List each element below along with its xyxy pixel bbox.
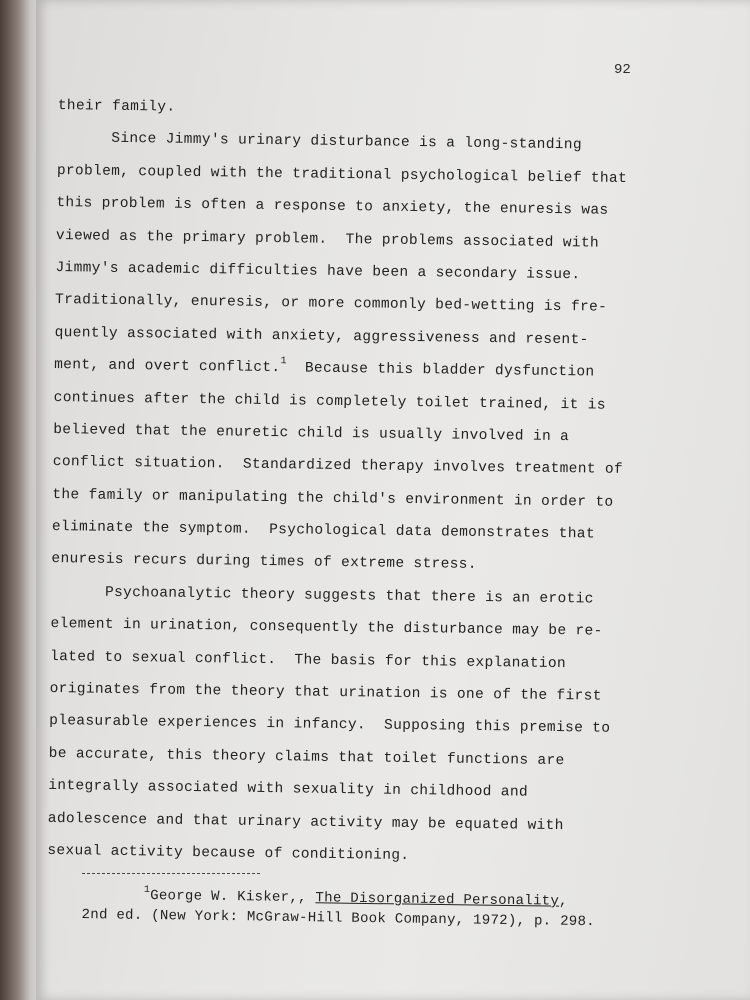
text-line: continues after the child is completely toilet trained, it is (53, 389, 606, 414)
text-line: originates from the theory that urination is one of the first (49, 680, 602, 705)
text-segment: Because this bladder dysfunction (286, 360, 595, 381)
footnote-divider (82, 873, 260, 874)
text-line: quently associated with anxiety, aggressiveness and resent- (54, 324, 589, 349)
text-line: conflict situation. Standardized therapy involves treatment of (52, 454, 624, 479)
footnote-reference: 1 (280, 356, 287, 368)
footnote (81, 885, 682, 933)
text-line: their family. (57, 97, 176, 116)
footnote-punctuation: , (558, 893, 568, 910)
footnote-author: George W. Kisker,, (150, 887, 316, 907)
text-line: be accurate, this theory claims that toilet functions are (48, 745, 565, 769)
text-line: element in urination, consequently the disturbance may be re- (50, 616, 603, 640)
page-number: 92 (614, 62, 631, 78)
text-line: problem, coupled with the traditional psychological belief that (56, 162, 628, 187)
text-line: pleasurable experiences in infancy. Supposing this premise to (49, 713, 611, 738)
text-line: this problem is often a response to anxiety, the enuresis was (56, 195, 609, 219)
text-line: Since Jimmy's urinary disturbance is a long-standing (111, 131, 583, 154)
text-line: viewed as the primary problem. The problems associated with (55, 227, 600, 252)
body-text (47, 90, 678, 876)
text-line: Jimmy's academic difficulties have been a secondary issue. (55, 259, 581, 284)
text-line: believed that the enuretic child is usually involved in a (53, 421, 570, 446)
text-line: lated to sexual conflict. The basis for this explanation (49, 648, 567, 672)
footnote-line: 2nd ed. (New York: McGraw-Hill Book Company, 1972), p. 298. (81, 906, 596, 931)
text-line: Psychoanalytic theory suggests that there is an erotic (104, 584, 594, 608)
text-line: adolescence and that urinary activity may be equated with (47, 810, 564, 834)
footnote-marker: 1 (143, 884, 151, 896)
text-line: sexual activity because of conditioning. (47, 842, 410, 864)
text-line: integrally associated with sexuality in childhood and (48, 778, 529, 801)
text-segment: ment, and overt conflict. (54, 357, 281, 377)
text-line: Traditionally, enuresis, or more commonly bed-wetting is fre- (54, 292, 608, 317)
text-line: enuresis recurs during times of extreme stress. (51, 551, 477, 574)
footnote-title: The Disorganized Personality (315, 890, 560, 910)
text-line: the family or manipulating the child's environment in order to (52, 486, 614, 511)
text-line: eliminate the symptom. Psychological data demonstrates that (51, 519, 596, 543)
